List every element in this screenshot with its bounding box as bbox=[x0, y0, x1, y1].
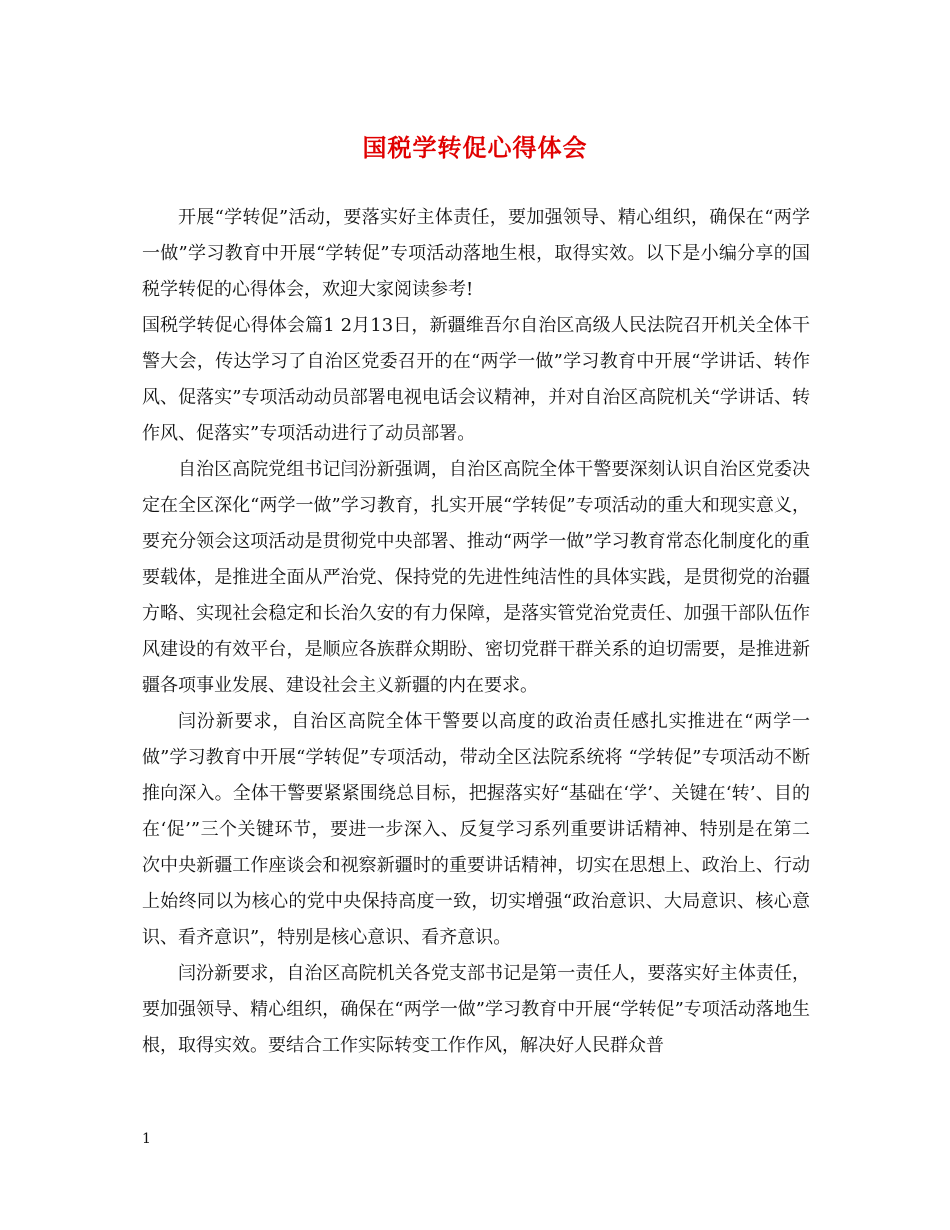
paragraph-emphasis: 自治区高院党组书记闫汾新强调，自治区高院全体干警要深刻认识自治区党委决定在全区深化“两学一做”学习教育，扎实开展“学转促”专项活动的重大和现实意义，要充分领会这项活动是贯彻党中央部署、推动“两学一做”学习教育常态化制度化的重要载体，是推进全面从严治党、保持党的先进性纯洁性的具体实践，是贯彻党的治疆方略、实现社会稳定和长治久安的有力保障，是落实管党治党责任、加强干部队伍作风建设的有效平台，是顺应各族群众期盼、密切党群干群关系的迫切需要，是推进新疆各项事业发展、建设社会主义新疆的内在要求。 bbox=[142, 459, 810, 696]
paragraph-requirements: 闫汾新要求，自治区高院全体干警要以高度的政治责任感扎实推进在“两学一做”学习教育中开展“学转促”专项活动，带动全区法院系统将 “学转促”专项活动不断推向深入。全体干警要紧紧围绕总目标，把握落实好“基础在‘学’、关键在‘转’、目的在‘促’”三个关键环节，要进一步深入、反复学习系列重要讲话精神、特别是在第二次中央新疆工作座谈会和视察新疆时的重要讲话精神，切实在思想上、政治上、行动上始终同以为核心的党中央保持高度一致，切实增强“政治意识、大局意识、核心意识、看齐意识”，特别是核心意识、看齐意识。 bbox=[142, 711, 810, 948]
paragraph-section-1 bbox=[142, 308, 810, 452]
section-text: 2月13日，新疆维吾尔自治区高级人民法院召开机关全体干警大会，传达学习了自治区党委召开的在“两学一做”学习教育中开展“学讲话、转作风、促落实”专项活动动员部署电视电话会议精神，并对自治区高院机关“学讲话、转作风、促落实”专项活动进行了动员部署。 bbox=[142, 315, 811, 444]
section-heading: 国税学转促心得体会篇1 bbox=[142, 315, 335, 336]
paragraph-responsibility: 闫汾新要求，自治区高院机关各党支部书记是第一责任人，要落实好主体责任，要加强领导、精心组织，确保在“两学一做”学习教育中开展“学转促”专项活动落地生根，取得实效。要结合工作实际转变工作作风，解决好人民群众普 bbox=[142, 963, 810, 1056]
document-body bbox=[142, 200, 810, 1064]
page-number: 1 bbox=[142, 1131, 151, 1147]
page-title: 国税学转促心得体会 bbox=[362, 133, 588, 162]
paragraph-intro: 开展“学转促”活动，要落实好主体责任，要加强领导、精心组织，确保在“两学一做”学习教育中开展“学转促”专项活动落地生根，取得实效。以下是小编分享的国税学转促的心得体会，欢迎大家阅读参考! bbox=[142, 207, 810, 300]
